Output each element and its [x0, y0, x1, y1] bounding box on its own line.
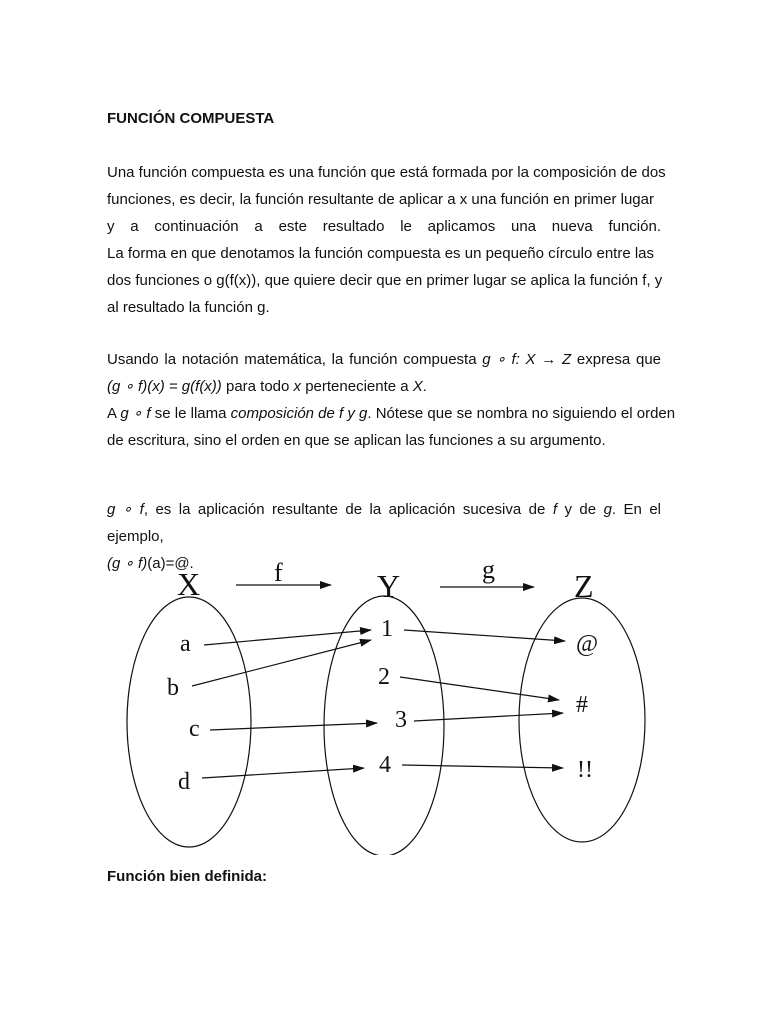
y-element: 3	[395, 707, 407, 733]
set-z-label: Z	[574, 568, 594, 604]
notation-line: A g ∘ f se le llama composición de f y g. Nótese que se nombra no siguiendo el orden	[107, 405, 676, 422]
mapping-arrow	[400, 677, 559, 700]
section-heading: Función bien definida:	[107, 868, 267, 885]
y-element: 1	[381, 616, 393, 642]
composition-diagram	[0, 555, 768, 855]
mapping-arrow	[210, 723, 377, 730]
mapping-arrow	[204, 630, 371, 645]
set-y-label: Y	[377, 568, 401, 604]
mapping-arrow	[202, 768, 364, 778]
intro-paragraph	[107, 159, 666, 321]
mapping-arrow	[414, 713, 563, 721]
notation-line: Usando la notación matemática, la función compuesta g ∘ f: X → Z expresa que	[107, 351, 661, 368]
function-g-label: g	[482, 555, 495, 584]
intro-line: dos funciones o g(f(x)), que quiere decir que en primer lugar se aplica la función f, y	[107, 272, 663, 289]
example-line: (g ∘ f)(a)=@.	[107, 555, 194, 572]
page-title: FUNCIÓN COMPUESTA	[107, 110, 275, 127]
intro-line: funciones, es decir, la función resultante de aplicar a x una función en primer lugar	[107, 191, 654, 208]
intro-line: La forma en que denotamos la función compuesta es un pequeño círculo entre las	[107, 245, 655, 262]
mapping-arrow	[402, 765, 563, 768]
x-element: a	[180, 631, 191, 657]
notation-line: (g ∘ f)(x) = g(f(x)) para todo x perteneciente a X.	[107, 378, 427, 395]
set-x-label: X	[177, 566, 201, 602]
x-element: c	[189, 716, 200, 742]
intro-line: y a continuación a este resultado le aplicamos una nueva función.	[107, 218, 661, 235]
z-element: #	[576, 692, 588, 718]
notation-paragraph	[107, 346, 676, 454]
function-f-label: f	[274, 558, 283, 587]
x-element: d	[178, 769, 190, 795]
y-element: 2	[378, 664, 390, 690]
z-element: !!	[577, 757, 593, 783]
notation-line: de escritura, sino el orden en que se aplican las funciones a su argumento.	[107, 432, 606, 449]
intro-line: Una función compuesta es una función que está formada por la composición de dos	[107, 164, 666, 181]
mapping-arrow	[192, 640, 371, 686]
intro-line: al resultado la función g.	[107, 299, 270, 316]
example-line: g ∘ f, es la aplicación resultante de la aplicación sucesiva de f y de g. En el ejemplo,	[107, 501, 662, 545]
y-element: 4	[379, 752, 391, 778]
x-element: b	[167, 675, 179, 701]
z-element: @	[576, 631, 599, 657]
